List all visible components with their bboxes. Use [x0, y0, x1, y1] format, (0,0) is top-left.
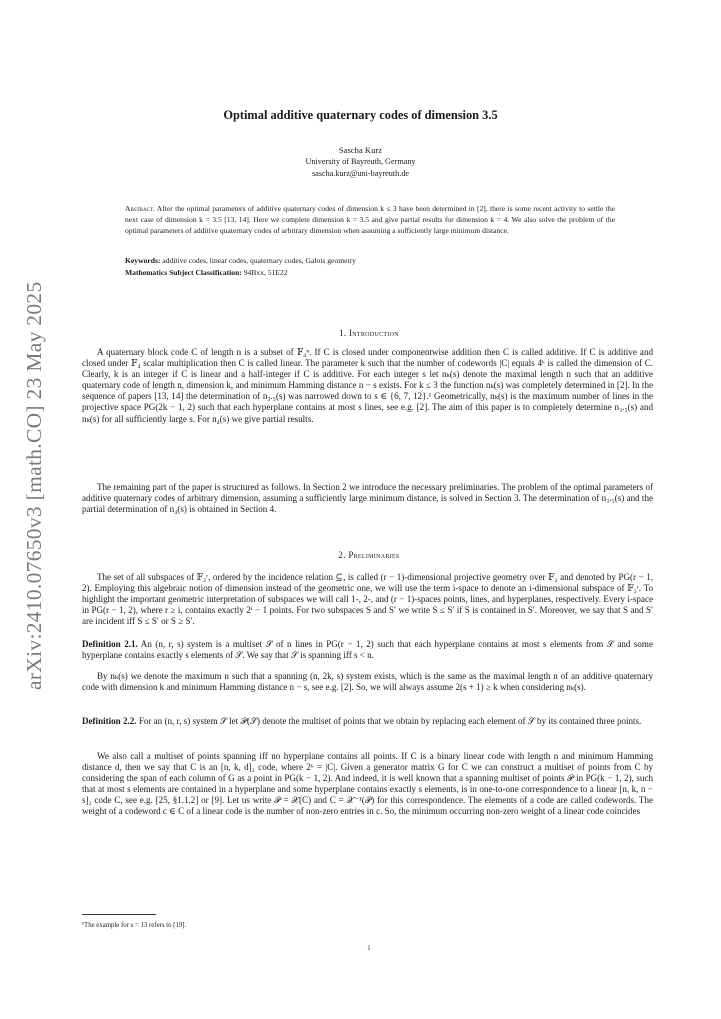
msc-label: Mathematics Subject Classification:	[125, 268, 242, 277]
section-heading-introduction: 1. Introduction	[339, 328, 399, 338]
footnote: ¹The example for s = 13 refers to [19].	[82, 922, 187, 929]
abstract	[125, 204, 615, 236]
intro-paragraph-2: The remaining part of the paper is structured as follows. In Section 2 we introduce the necessary preliminaries. The problem of the optimal parameters of additive quaternary codes of arbitrary dimension, assuming a sufficiently large minimum distance, is solved in Section 3. The determination of n₃.₅(s) and the partial determination of n₄(s) is obtained in Section 4.	[82, 482, 653, 515]
definition-2-1	[82, 639, 653, 661]
prelim-paragraph-1: The set of all subspaces of 𝔽₂ʳ, ordered by the incidence relation ⊆, is called (r − 1)-dimensional projective geometry over 𝔽₂ and denoted by PG(r − 1, 2). Employing this algebraic notion of dimension instead of the geometric one, we will use the term i-space to denote an i-dimensional subspace of 𝔽₂ʳ. To highlight the important geometric interpretation of subspaces we will call 1-, 2-, and (r − 1)-spaces points, lines, and hyperplanes, respectively. Every i-space in PG(r − 1, 2), where r ≥ i, contains exactly 2ⁱ − 1 points. For two subspaces S and S′ we write S ≤ S′ if S is contained in S′. Moreover, we say that S and S′ are incident iff S ≤ S′ or S ≥ S′.	[82, 572, 653, 627]
prelim-paragraph-2: By nₖ(s) we denote the maximum n such that a spanning (n, 2k, s) system exists, which is the same as the maximal length n of an additive quaternary code with dimension k and minimum Hamming distance n − s, see e.g. [2]. So, we will always assume 2(s + 1) ≥ k when considering nₖ(s).	[82, 671, 653, 693]
section-heading-preliminaries: 2. Preliminaries	[338, 550, 400, 560]
footnote-divider	[82, 914, 156, 915]
definition-2-2-text: For an (n, r, s) system 𝒮 let 𝒫(𝒮) denote the multiset of points that we obtain by replacing each element of 𝒮 by its contained three points.	[138, 716, 642, 726]
definition-2-1-text: An (n, r, s) system is a multiset 𝒮 of n lines in PG(r − 1, 2) such that each hyperplane contains at most s elements from 𝒮 and some hyperplane contains exactly s elements of 𝒮. We say that 𝒮 is spanning iff s < n.	[82, 639, 653, 661]
arxiv-identifier: arXiv:2410.07650v3 [math.CO] 23 May 2025	[22, 281, 46, 690]
definition-2-1-label: Definition 2.1.	[82, 639, 138, 649]
msc-classification	[125, 268, 615, 279]
intro-paragraph-1: A quaternary block code C of length n is a subset of 𝔽₄ⁿ. If C is closed under componentwise addition then C is called additive. If C is additive and closed under 𝔽₄ scalar multiplication then C is called linear. The parameter k such that the number of codewords |C| equals 4ᵏ is called the dimension of C. Clearly, k is an integer if C is linear and a half-integer if C is additive. For each integer s let nₖ(s) denote the maximal length n such that an additive quaternary code of length n, dimension k, and minimum Hamming distance n − s exists. For k ≤ 3 the function nₖ(s) was completely determined in [2]. In the sequence of papers [13, 14] the determination of n₃.₅(s) was narrowed down to s ∈ {6, 7, 12}.¹ Geometrically, nₖ(s) is the maximum number of lines in the projective space PG(2k − 1, 2) such that each hyperplane contains at most s lines, see e.g. [2]. The aim of this paper is to completely determine n₃.₅(s) and nₖ(s) for all sufficiently large s. For n₄(s) we give partial results.	[82, 347, 653, 424]
page-number: 1	[367, 945, 371, 952]
author-name: Sascha Kurz	[338, 145, 383, 155]
author-email: sascha.kurz@uni-bayreuth.de	[311, 169, 410, 178]
keywords	[125, 256, 615, 267]
author-affiliation: University of Bayreuth, Germany	[305, 157, 416, 166]
keywords-label: Keywords:	[125, 256, 161, 265]
abstract-label: Abstract.	[125, 204, 155, 213]
prelim-paragraph-3: We also call a multiset of points spanning iff no hyperplane contains all points. If C is a binary linear code with length n and minimum Hamming distance d, then we say that C is an [n, k, d]₂ code, where 2ᵏ = |C|. Given a generator matrix G for C we can construct a multiset of points from C by considering the span of each column of G as a point in PG(k − 1, 2). And indeed, it is well known that a spanning multiset of points 𝒫 in PG(k − 1, 2), such that at most s elements are contained in a hyperplane and some hyperplane contains exactly s elements, is in one-to-one correspondence to a linear [n, k, n − s]₂ code C, see e.g. [25, §1.1.2] or [9]. Let us write 𝒫 = 𝒳(C) and C = 𝒳⁻¹(𝒫) for this correspondence. The elements of a code are called codewords. The weight of a codeword c ∈ C of a linear code is the number of non-zero entries in c. So, the minimum occurring non-zero weight of a linear code coincides	[82, 751, 653, 817]
abstract-text: After the optimal parameters of additive quaternary codes of dimension k ≤ 3 have been determined in [2], there is some recent activity to settle the next case of dimension k = 3.5 [13, 14]. Here we complete dimension k = 3.5 and give partial results for dimension k = 4. We also solve the problem of the optimal parameters of additive quaternary codes of arbitrary dimension when assuming a sufficiently large minimum distance.	[125, 204, 616, 235]
paper-title: Optimal additive quaternary codes of dimension 3.5	[223, 108, 498, 122]
msc-text: 94Bxx, 51E22	[243, 268, 288, 277]
keywords-text: additive codes, linear codes, quaternary codes, Galois geometry	[162, 256, 356, 265]
definition-2-2-label: Definition 2.2.	[82, 716, 137, 726]
definition-2-2	[82, 716, 653, 727]
